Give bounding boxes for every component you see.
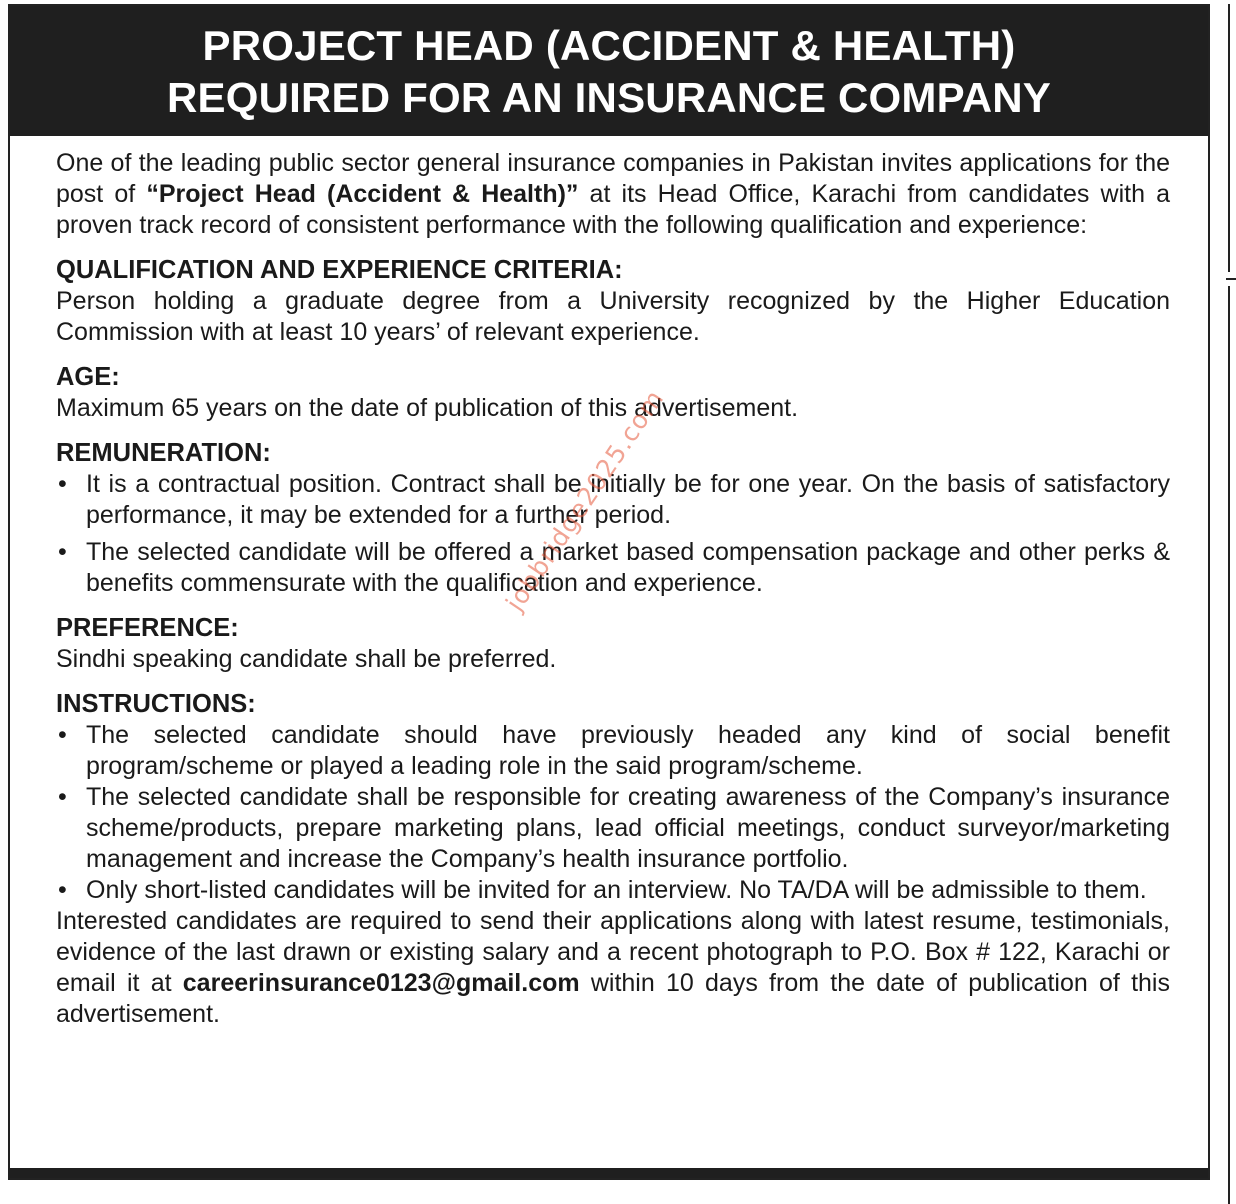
intro-text-start: One of the leading public sector general insurance companies in Pakistan invites applications for the post of [56,149,1170,208]
remuneration-list [56,469,1170,599]
ad-header [10,6,1208,136]
closing-text-start: Interested candidates are required to send their applications along with latest resume, testimonials, evidence of the last drawn or existing salary and a recent photograph to P.O. Box # 122, Karachi or email it at [56,907,1170,997]
post-title: “Project Head (Accident & Health)” [146,180,579,208]
list-item-text: The selected candidate will be offered a market based compensation package and other perks & benefits commensurate with the qualification and experience. [86,538,1170,597]
closing-paragraph [56,906,1170,1030]
bullet-icon: • [58,783,67,811]
preference-text: Sindhi speaking candidate shall be preferred. [56,645,557,673]
list-item-text: Only short-listed candidates will be invited for an interview. No TA/DA will be admissible to them. [86,876,1147,904]
bullet-icon: • [58,876,67,904]
side-divider-top [1228,4,1230,272]
ad-footer-bar [10,1168,1208,1178]
age-text: Maximum 65 years on the date of publication of this advertisement. [56,394,799,422]
ad-title-line-1: PROJECT HEAD (ACCIDENT & HEALTH) [202,22,1016,69]
bullet-icon: • [58,538,67,566]
qualification-heading: QUALIFICATION AND EXPERIENCE CRITERIA: [56,256,623,284]
list-item-text: The selected candidate shall be responsible for creating awareness of the Company’s insurance scheme/products, prepare marketing plans, lead official meetings, conduct surveyor/marketing management and increase the Company’s health insurance portfolio. [86,783,1170,873]
list-item [56,537,1170,599]
instructions-list [56,720,1170,906]
watermark-text: jobbridge2025.com [500,384,670,617]
list-item-text: The selected candidate should have previously headed any kind of social benefit program/scheme or played a leading role in the said program/scheme. [86,721,1170,780]
ad-body [10,136,1208,1030]
remuneration-heading: REMUNERATION: [56,439,271,467]
list-item-text: It is a contractual position. Contract shall be initially be for one year. On the basis of satisfactory performance, it may be extended for a further period. [86,470,1170,529]
side-divider-bottom [1228,286,1230,1204]
instructions-heading: INSTRUCTIONS: [56,690,256,718]
intro-paragraph [56,148,1170,241]
ad-title-line-2: REQUIRED FOR AN INSURANCE COMPANY [167,74,1051,121]
side-divider-tick [1226,278,1236,280]
intro-text-end: at its Head Office, Karachi from candidates with a proven track record of consistent performance with the following qualification and experience: [56,180,1171,239]
list-item [56,720,1170,782]
list-item [56,782,1170,875]
preference-heading: PREFERENCE: [56,614,239,642]
list-item [56,469,1170,531]
qualification-text: Person holding a graduate degree from a University recognized by the Higher Education Commission with at least 10 years’ of relevant experience. [56,287,1170,346]
bullet-icon: • [58,470,67,498]
job-advertisement [8,4,1210,1180]
contact-email[interactable]: careerinsurance0123@gmail.com [182,969,580,997]
list-item [56,875,1170,906]
bullet-icon: • [58,721,67,749]
closing-text-end: within 10 days from the date of publication of this advertisement. [56,969,1170,1028]
age-heading: AGE: [56,363,120,391]
